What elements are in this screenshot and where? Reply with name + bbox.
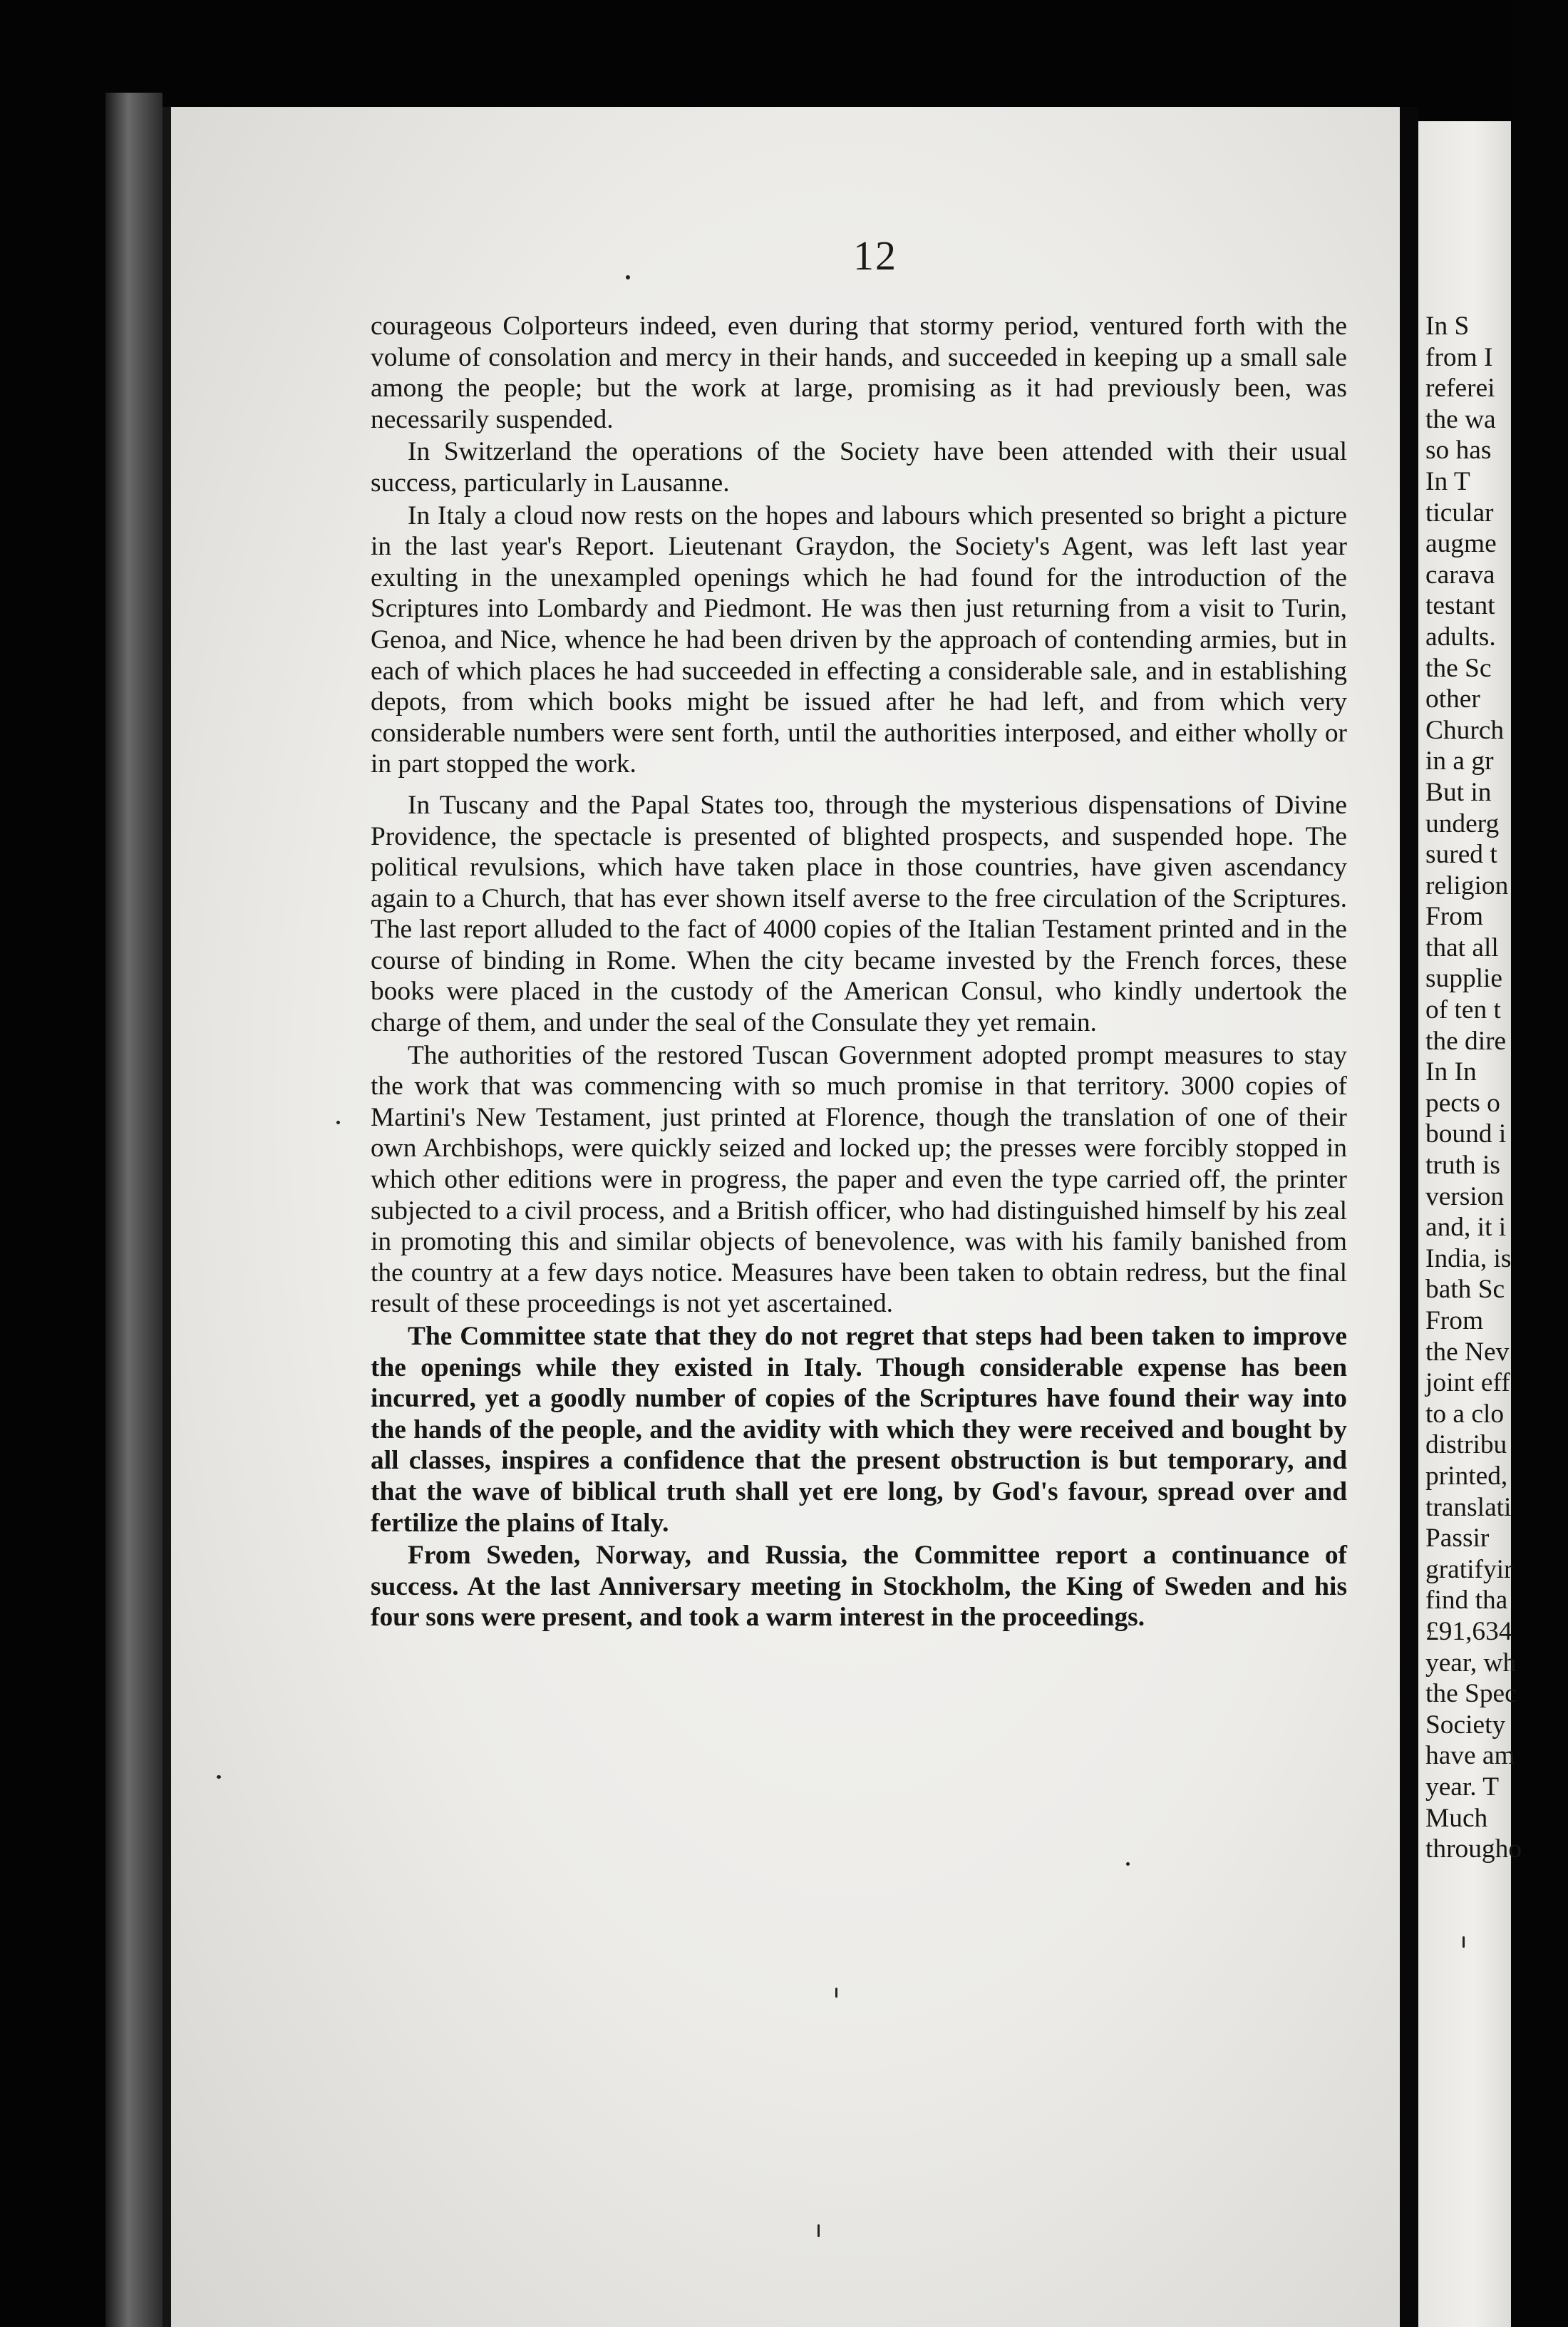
fragment-line: througho	[1425, 1834, 1522, 1864]
fragment-line: £91,634	[1425, 1616, 1512, 1646]
fragment-line: From	[1425, 902, 1484, 932]
fragment-line: the Spec	[1425, 1679, 1517, 1709]
dust-speck	[626, 275, 630, 279]
fragment-line: the dire	[1425, 1026, 1507, 1056]
fragment-line: But in	[1425, 777, 1492, 807]
fragment-line: truth is	[1425, 1151, 1500, 1181]
dust-speck	[835, 1988, 837, 1998]
fragment-line: From	[1425, 1306, 1484, 1335]
fragment-line: find tha	[1425, 1586, 1508, 1615]
fragment-line: testant	[1425, 591, 1495, 621]
page-number: 12	[853, 232, 897, 279]
dust-speck	[1126, 1862, 1130, 1866]
fragment-line: the Nev	[1425, 1337, 1510, 1367]
fragment-line: supplie	[1425, 964, 1503, 994]
fragment-line: have am	[1425, 1741, 1515, 1771]
dust-speck	[336, 1121, 340, 1124]
right-page-text-fragments	[1425, 311, 1568, 1865]
paragraph-colporteurs: courageous Colporteurs indeed, even during that stormy period, ventured forth with the volume of consolation and mercy in their hands, and succeeded in keeping up a small sale among the people; but the work at large, promising as it had previously been, was necessarily suspended.	[371, 312, 1347, 434]
paragraph-switzerland: In Switzerland the operations of the Society have been attended with their usual success, particularly in Lausanne.	[371, 437, 1347, 498]
fragment-line: so has	[1425, 436, 1492, 466]
dust-speck	[1463, 1936, 1465, 1948]
fragment-line: that all	[1425, 933, 1499, 962]
fragment-line: year, wh	[1425, 1648, 1517, 1678]
dust-speck	[817, 2224, 820, 2237]
paragraph-sweden: From Sweden, Norway, and Russia, the Committee report a continuance of success. At the last Anniversary meeting in Stockholm, the King of Sweden and his four sons were present, and took a warm interest in the proceedings.	[371, 1541, 1347, 1633]
fragment-line: from I	[1425, 342, 1493, 372]
fragment-line: distribu	[1425, 1430, 1507, 1460]
fragment-line: printed,	[1425, 1461, 1508, 1491]
fragment-line: religion	[1425, 870, 1509, 900]
paragraph-committee: The Committee state that they do not regret that steps had been taken to improve the openings while they existed in Italy. Though considerable expense has been incurred, yet a goodly number of copies of the Scriptures have found their way into the hands of the people, and the avidity with which they were received and bought by all classes, inspires a confidence that the present obstruction is but temporary, and that the wave of biblical truth shall yet ere long, by God's favour, spread over and fertilize the plains of Italy.	[371, 1322, 1347, 1538]
fragment-line: other	[1425, 684, 1480, 714]
page-edge-shadow	[105, 93, 163, 2327]
book-gutter	[1400, 107, 1418, 2327]
fragment-line: bound i	[1425, 1119, 1507, 1149]
fragment-line: the wa	[1425, 404, 1496, 434]
fragment-line: of ten t	[1425, 995, 1501, 1025]
paragraph-italy: In Italy a cloud now rests on the hopes and labours which presented so bright a picture in the last year's Report. Lieutenant Graydon, the Society's Agent, was left last year exulting in the unexampled openings which he had found for the introduction of the Scriptures into Lombardy and Piedmont. He was then just returning from a visit to Turin, Genoa, and Nice, whence he had been driven by the approach of contending armies, but in each of which places he had succeeded in effecting a considerable sale, and in establishing depots, from which books might be issued after he had left, and from which very considerable numbers were sent forth, until the authorities interposed, and either wholly or in part stopped the work.	[371, 500, 1347, 779]
fragment-line: gratifyir	[1425, 1554, 1513, 1584]
fragment-line: Society	[1425, 1710, 1506, 1740]
fragment-line: in a gr	[1425, 746, 1494, 776]
fragment-line: bath Sc	[1425, 1275, 1505, 1305]
fragment-line: translati	[1425, 1492, 1512, 1522]
fragment-line: to a clo	[1425, 1399, 1505, 1429]
fragment-line: and, it i	[1425, 1213, 1507, 1243]
fragment-line: augme	[1425, 529, 1497, 559]
fragment-line: sured t	[1425, 840, 1497, 870]
fragment-line: joint eff	[1425, 1368, 1510, 1398]
fragment-line: year. T	[1425, 1772, 1500, 1802]
paragraph-tuscany: In Tuscany and the Papal States too, through the mysterious dispensations of Divine Providence, the spectacle is presented of blighted prospects, and suspended hope. The political revulsions, which have taken place in those countries, have given ascendancy again to a Church, that has ever shown itself averse to the free circulation of the Scriptures. The last report alluded to the fact of 4000 copies of the Italian Testament printed and in the course of binding in Rome. When the city became invested by the French forces, these books were placed in the custody of the American Consul, who kindly undertook the charge of them, and under the seal of the Consulate they yet remain.	[371, 790, 1347, 1038]
fragment-line: the Sc	[1425, 653, 1492, 683]
paragraph-tuscan-government: The authorities of the restored Tuscan Government adopted prompt measures to stay the work that was commencing with so much promise in that territory. 3000 copies of Martini's New Testament, just printed at Florence, though the translation of one of their own Archbishops, were quickly seized and locked up; the presses were forcibly stopped in which other editions were in progress, the paper and even the type carried off, the printer subjected to a civil process, and a British officer, who had distinguished himself by his zeal in promoting this and similar objects of benevolence, was with his family banished from the country at a few days notice. Measures have been taken to obtain redress, but the final result of these proceedings is not yet ascertained.	[371, 1040, 1347, 1319]
fragment-line: India, is	[1425, 1243, 1512, 1273]
fragment-line: Much	[1425, 1803, 1488, 1833]
fragment-line: underg	[1425, 808, 1500, 838]
fragment-line: Passir	[1425, 1524, 1490, 1553]
fragment-line: carava	[1425, 560, 1495, 590]
fragment-line: ticular	[1425, 498, 1494, 528]
main-text-column	[371, 311, 1347, 1635]
fragment-line: In In	[1425, 1057, 1477, 1087]
fragment-line: Church	[1425, 715, 1505, 745]
fragment-line: pects o	[1425, 1088, 1500, 1118]
fragment-line: In T	[1425, 466, 1470, 496]
fragment-line: In S	[1425, 312, 1470, 341]
dust-speck	[217, 1775, 221, 1779]
fragment-line: version	[1425, 1181, 1505, 1211]
fragment-line: referei	[1425, 374, 1495, 404]
fragment-line: adults.	[1425, 622, 1496, 652]
